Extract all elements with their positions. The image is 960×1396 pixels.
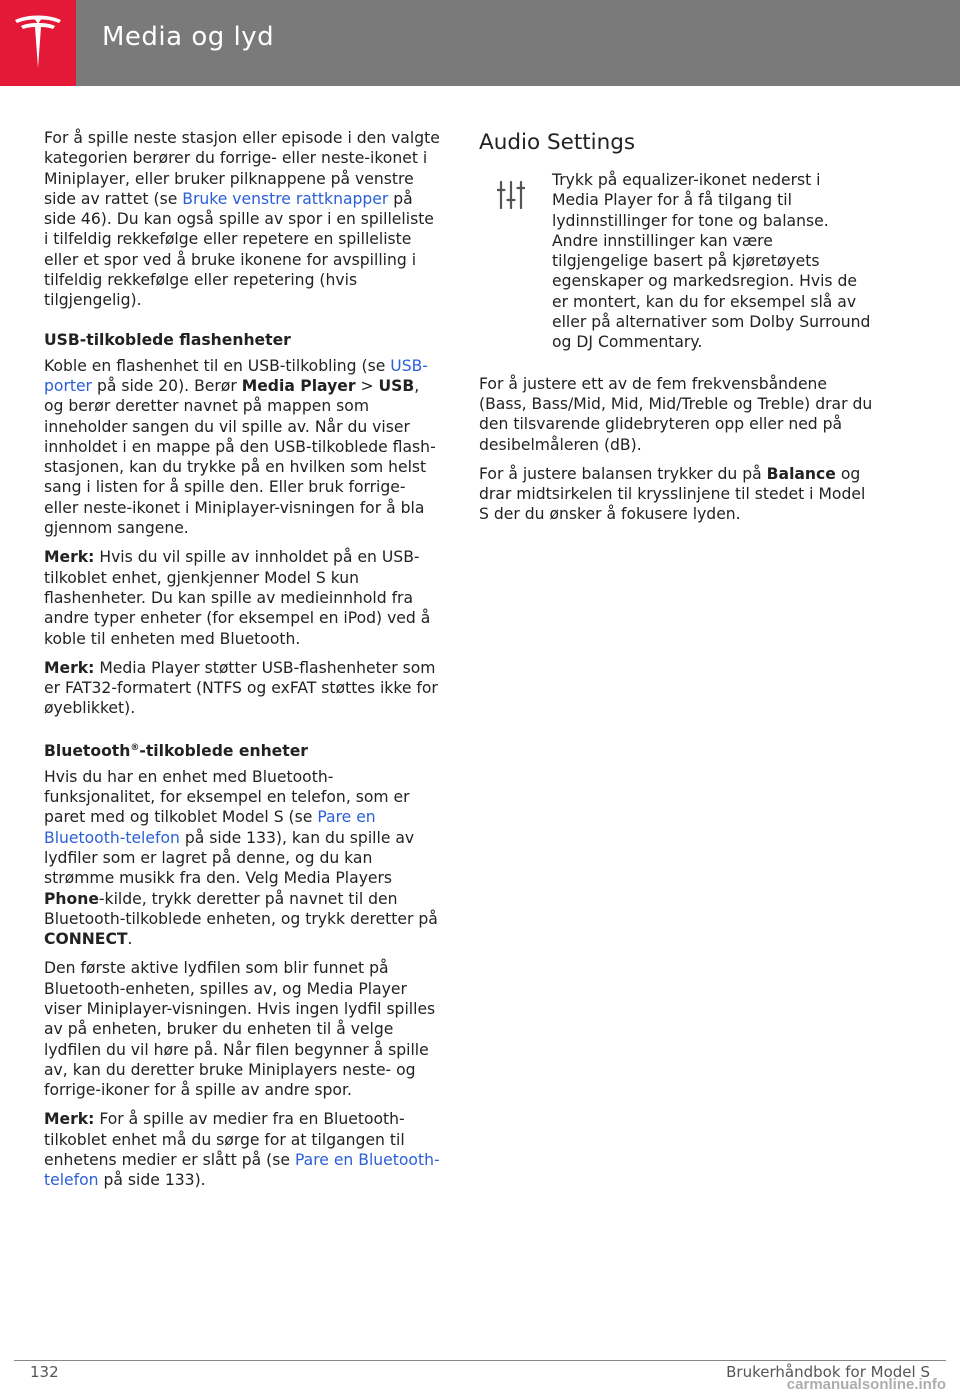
link-bruke-venstre-rattknapper[interactable]: Bruke venstre rattknapper [182, 189, 389, 208]
footer-divider [14, 1360, 946, 1361]
note-label: Merk: [44, 1110, 95, 1129]
equalizer-callout [479, 170, 879, 353]
note: Merk: Hvis du vil spille av innholdet på en USB-tilkoblet enhet, gjenkjenner Model S kun flashenheter. Du kan spille av medieinnhold fra andre typer enheter (for eksempel en iPod) ved å koble til enheten med Bluetooth. [44, 548, 431, 648]
heading-usb: USB-tilkoblede flashenheter [44, 330, 291, 349]
paragraph: Koble en flashenhet til en USB-tilkobling (se USB-porter på side 20). Berør Media Player > USB, og berør deretter navnet på mappen som inneholder sangen du vil spille av. Når du viser innholdet i en mappe på den USB-tilkoblede flash-stasjonen, kan du trykke på en hvilken som helst sang i listen for å spille den. Eller bruk forrige- eller neste-ikonet i Miniplayer-visningen for å bla gjennom sangene. [44, 356, 436, 538]
note-label: Merk: [44, 548, 95, 567]
note: Merk: Media Player støtter USB-flashenheter som er FAT32-formatert (NTFS og exFAT støttes ikke for øyeblikket). [44, 658, 438, 718]
tesla-logo [0, 0, 76, 86]
equalizer-icon [479, 170, 552, 353]
footer-title: Brukerhåndbok for Model S [726, 1363, 930, 1381]
page-number: 132 [30, 1363, 59, 1381]
note-label: Merk: [44, 658, 95, 677]
link-pare-bluetooth-telefon[interactable]: Pare en Bluetooth-telefon [44, 808, 376, 847]
page-header [0, 0, 960, 86]
heading-bluetooth: Bluetooth®-tilkoblede enheter [44, 741, 308, 760]
paragraph: For å spille neste stasjon eller episode i den valgte kategorien berører du forrige- eller neste-ikonet i Miniplayer, eller bruker pilknappene på venstre side av rattet (se Bruke venstre rattknapper på side 46). Du kan også spille av spor i en spilleliste i tilfeldig rekkefølge eller repetere en spilleliste eller et spor ved å bruke ikonene for avspilling i tilfeldig rekkefølge eller repetering (hvis tilgjengelig). [44, 129, 440, 310]
page-title: Media og lyd [102, 22, 275, 52]
link-usb-porter[interactable]: USB-porter [44, 356, 428, 395]
tesla-logo-icon [12, 14, 64, 72]
paragraph: Den første aktive lydfilen som blir funnet på Bluetooth-enheten, spilles av, og Media Player viser Miniplayer-visningen. Hvis ingen lydfil spilles av på enheten, bruker du enheten til å velge lydfilen du vil høre på. Når filen begynner å spille av, kan du deretter bruke Miniplayers neste- og forrige-ikoner for å spille av andre spor. [44, 959, 436, 1100]
paragraph: For å justere ett av de fem frekvensbåndene (Bass, Bass/Mid, Mid, Mid/Treble og Treble) drar du den tilsvarende glidebryteren opp eller ned på desibelmåleren (dB). [479, 374, 873, 454]
link-pare-bluetooth-telefon[interactable]: Pare en Bluetooth-telefon [44, 1151, 440, 1190]
right-column [479, 128, 879, 534]
heading-audio-settings: Audio Settings [479, 130, 636, 155]
paragraph: For å justere balansen trykker du på Balance og drar midtsirkelen til krysslinjene til stedet i Model S der du ønsker å fokusere lyden. [479, 464, 866, 524]
watermark: carmanualsonline.info [786, 1376, 946, 1393]
paragraph: Hvis du har en enhet med Bluetooth-funksjonalitet, for eksempel en telefon, som er paret med og tilkoblet Model S (se Pare en Bluetooth-telefon på side 133), kan du spille av lydfiler som er lagret på denne, og du kan strømme musikk fra den. Velg Media Players Phone-kilde, trykk deretter på navnet til den Bluetooth-tilkoblede enheten, og trykk deretter på CONNECT. [44, 767, 438, 949]
equalizer-description: Trykk på equalizer-ikonet nederst i Media Player for å få tilgang til lydinnstillinger for tone og balanse. Andre innstillinger kan være tilgjengelige basert på kjøretøyets egenskaper og markedsregion. Hvis de er montert, kan du for eksempel slå av eller på alternativer som Dolby Surround og DJ Commentary. [552, 171, 871, 352]
note: Merk: For å spille av medier fra en Bluetooth-tilkoblet enhet må du sørge for at tilgangen til enhetens medier er slått på (se Pare en Bluetooth-telefon på side 133). [44, 1110, 440, 1190]
left-column [44, 128, 440, 1200]
